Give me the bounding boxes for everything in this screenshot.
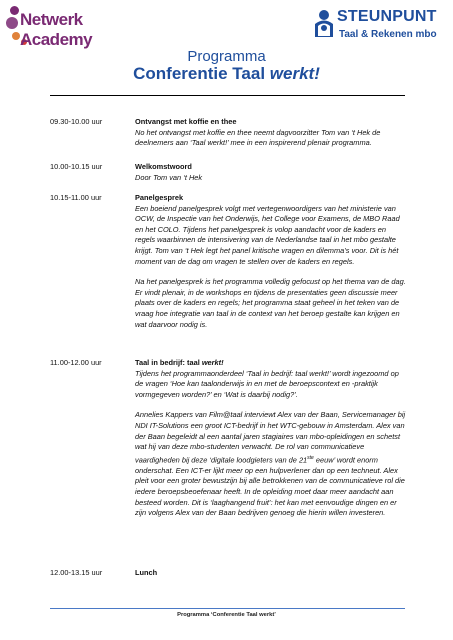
program-description-extra-part1: Annelies Kappers van Film@taal interviewt Alex van der Baan, Servicemanager bij NDI IT-Solutions een groot ICT-bedrijf in het WTC-gebouw in Amsterdam. Alex van der Baan begeleidt al een aantal jaren stagiaires van mbo-opleidingen en schetst wat hij van deze mbo-studenten verwacht. De rol van communicatieve vaardigheden bij deze ‘digitale loodgieters van de 21 (135, 410, 406, 465)
program-time: 09.30-10.00 uur (50, 117, 103, 126)
program-description: Een boeiend panelgesprek volgt met vertegenwoordigers van het ministerie van OCW, de Inspectie van het Onderwijs, het College voor Examens, de MBO Raad en het COLO. Tijdens het panelgesprek is volop aandacht voor de kaders en regels waarbinnen de intensivering van de Nederlandse taal in het mbo gestalte krijgt. Tom van ‘t Hek legt het panel kritische vragen en dilemma’s voor. Dit is hét moment van de dag om vragen te stellen over de kaders en regels. (135, 203, 400, 266)
program-heading: Welkomstwoord (135, 162, 192, 171)
program-time: 12.00-13.15 uur (50, 568, 103, 577)
steunpunt-logo (313, 8, 445, 52)
program-description: No het ontvangst met koffie en thee neemt dagvoorzitter Tom van ‘t Hek de deelnemers aan ‘Taal werkt!’ mee in een inspirerend plenair programma. (135, 127, 381, 148)
ordinal-suffix: ste (307, 454, 314, 461)
netwerk-academy-logo (6, 4, 116, 48)
footer-divider (50, 608, 405, 609)
program-heading: Panelgesprek (135, 193, 184, 202)
page-title (0, 64, 453, 84)
program-heading-emphasis: werkt! (201, 358, 224, 367)
program-description-extra (135, 410, 407, 518)
title-divider (50, 95, 405, 96)
page-title-emphasis: werkt! (269, 64, 320, 83)
program-heading (135, 358, 407, 369)
logo-left-line1: Netwerk (20, 10, 83, 29)
page-footer: Programma ‘Conferentie Taal werkt’ (177, 612, 276, 618)
program-heading: Ontvangst met koffie en thee (135, 117, 237, 126)
logo-right-line1: STEUNPUNT (337, 8, 437, 25)
program-time: 10.15-11.00 uur (50, 193, 102, 202)
steunpunt-emblem-icon (313, 8, 335, 38)
program-time: 10.00-10.15 uur (50, 162, 103, 171)
program-heading: Lunch (135, 568, 158, 577)
program-description: Tijdens het programmaonderdeel ‘Taal in bedrijf: taal werkt!’ wordt ingezoomd op de vragen ‘Hoe kan taalonderwijs in en met de beroepscontext en -praktijk vormgegeven worden?’ en ‘Wat is daarbij nodig?’. (135, 368, 399, 399)
logo-right-line2: Taal & Rekenen mbo (339, 29, 437, 40)
logo-left-line2: Academy (20, 30, 93, 49)
program-description: Door Tom van ‘t Hek (135, 172, 203, 182)
page-title-main: Conferentie Taal (133, 64, 270, 83)
program-description-extra-part2: eeuw’ wordt enorm onderschat. Een ICT-er lijkt meer op een hulpverlener dan op een techneut. Alex pleit voor een groter bewustzijn bij alle betrokkenen van de communicatieve rol die iedere beroepsbeoefenaar heeft. In de opleiding moet daar meer aandacht aan besteed worden. Dit is ‘laaghangend fruit’: het kan met eenvoudige dingen en er zijn volgens Alex van der Baan bedrijven genoeg die hierin willen investeren. (135, 455, 405, 518)
page-subtitle: Programma (187, 48, 266, 65)
program-heading-main: Taal in bedrijf: taal (135, 358, 202, 367)
program-time: 11.00-12.00 uur (50, 358, 102, 367)
program-description-extra: Na het panelgesprek is het programma volledig gefocust op het thema van de dag. Er vindt plenair, in de workshops en tijdens de presentaties geen discussie meer plaats over de kaders en regels; het programma staat geheel in het teken van de vraag hoe integratie van taal in de context van het beroep gestalte kan krijgen en wat daarvoor nodig is. (135, 277, 406, 329)
